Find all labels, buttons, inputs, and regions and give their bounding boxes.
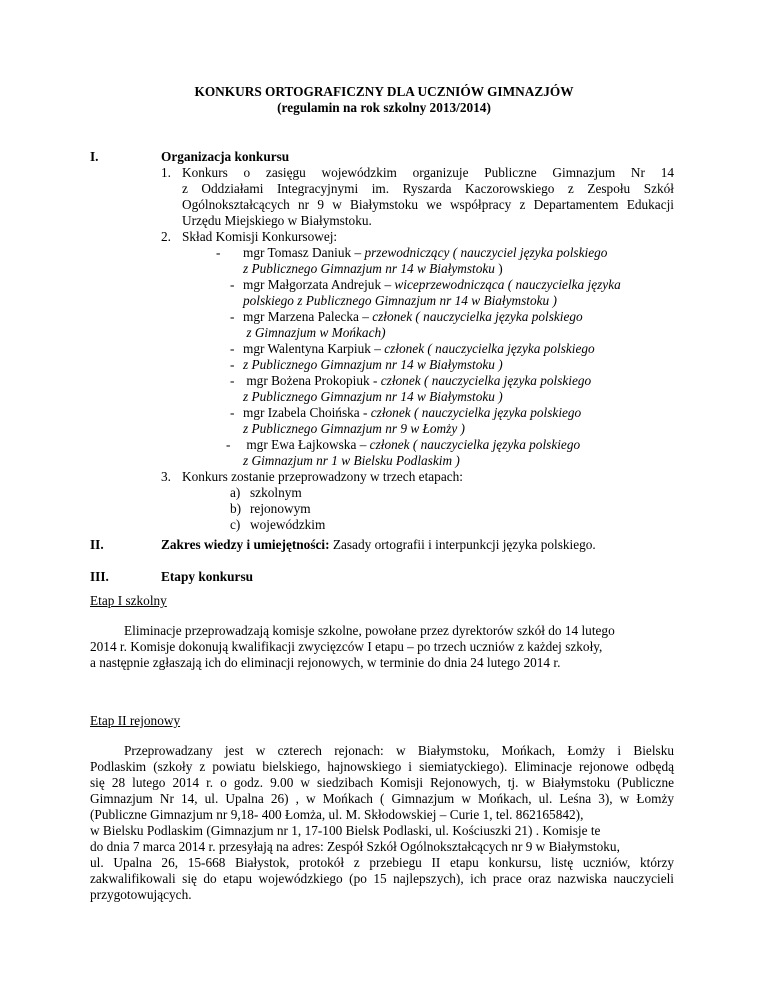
member-role: - członek ( nauczycielka języka polskiego: [369, 373, 592, 388]
section-2-heading: Zakres wiedzy i umiejętności:: [161, 537, 330, 552]
etap-2-line-1: Przeprowadzany jest w czterech rejonach: w Białymstoku, Mońkach, Łomży i Bielsku: [124, 743, 674, 758]
member-7-line-2: z Publicznego Gimnazjum nr 9 w Łomży ): [243, 421, 465, 436]
etap-2-line-8: ul. Upalna 26, 15-668 Białystok, protokół z przebiegu II etapu konkursu, listę uczniów, którzy: [90, 855, 674, 870]
member-role: – członek ( nauczycielka języka polskiego: [359, 437, 581, 452]
member-role: – członek ( nauczycielka języka polskiego: [362, 309, 583, 324]
member-name: mgr Walentyna Karpiuk: [243, 341, 371, 356]
item-1-line-2: z Oddziałami Integracyjnymi im. Ryszarda Kaczorowskiego z Zespołu Szkół: [182, 181, 674, 196]
member-dash: -: [216, 245, 221, 260]
member-8: [243, 437, 580, 454]
etap-2-title: Etap II rejonowy: [90, 713, 181, 728]
section-2-number: II.: [90, 537, 104, 552]
item-2-number: 2.: [161, 229, 171, 244]
item-1-line-4: Urzędu Miejskiego w Białymstoku.: [182, 213, 372, 228]
member-dash: -: [230, 309, 235, 324]
member-6-line-2: z Publicznego Gimnazjum nr 14 w Białymstoku ): [243, 389, 503, 404]
member-dash: -: [230, 357, 235, 372]
member-dash: -: [226, 437, 231, 452]
section-3-heading: Etapy konkursu: [161, 569, 254, 584]
stage-letter: b): [230, 501, 242, 516]
etap-1-title: Etap I szkolny: [90, 593, 167, 608]
item-1-line-1: Konkurs o zasięgu wojewódzkim organizuje Publiczne Gimnazjum Nr 14: [182, 165, 674, 180]
member-role: – wiceprzewodnicząca ( nauczycielka języka: [384, 277, 621, 292]
member-name: mgr Izabela Choińska: [243, 405, 360, 420]
member-dash: -: [230, 373, 235, 388]
section-2-text: Zasady ortografii i interpunkcji języka polskiego.: [329, 537, 596, 552]
member-1-line-2: [243, 261, 503, 278]
member-8-line-2: z Gimnazjum nr 1 w Bielsku Podlaskim ): [243, 453, 460, 468]
item-3-text: Konkurs zostanie przeprowadzony w trzech etapach:: [182, 469, 463, 484]
member-dash: -: [230, 277, 235, 292]
etap-2-line-9: zakwalifikowali się do etapu wojewódzkiego (po 15 najlepszych), ich prace oraz nazwiska nauczycieli: [90, 871, 674, 886]
section-1-heading: Organizacja konkursu: [161, 149, 290, 164]
etap-2-line-4: Gimnazjum Nr 14, ul. Upalna 26) , w Mońkach ( Gimnazjum w Mońkach, ul. Leśna 3), w Łomży: [90, 791, 674, 806]
etap-2-line-5: (Publiczne Gimnazjum nr 9,18- 400 Łomża, ul. M. Skłodowskiej – Curie 1, tel. 862165842),: [90, 807, 584, 822]
page-title: KONKURS ORTOGRAFICZNY DLA UCZNIÓW GIMNAZJÓW: [194, 84, 574, 99]
etap-2-line-6: w Bielsku Podlaskim (Gimnazjum nr 1, 17-100 Bielsk Podlaski, ul. Kościuszki 21) . Komisje te: [90, 823, 601, 838]
member-1: [243, 245, 607, 262]
member-name: mgr Małgorzata Andrejuk: [243, 277, 382, 292]
member-role-cont: z Publicznego Gimnazjum nr 14 w Białymstoku: [243, 261, 495, 276]
member-name: mgr Bożena Prokopiuk: [243, 373, 370, 388]
member-4: [243, 341, 595, 358]
member-role-tail: ): [494, 261, 503, 276]
etap-1-line-3: a następnie zgłaszają ich do eliminacji rejonowych, w terminie do dnia 24 lutego 2014 r.: [90, 655, 561, 670]
stage-letter: a): [230, 485, 241, 500]
section-1-number: I.: [90, 149, 99, 164]
etap-2-line-3: się 28 lutego 2014 r. o godz. 9.00 w siedzibach Komisji Rejonowych, tj. w Białymstoku (Publiczne: [90, 775, 674, 790]
section-3-number: III.: [90, 569, 109, 584]
item-3-number: 3.: [161, 469, 171, 484]
member-2-line-2: polskiego z Publicznego Gimnazjum nr 14 w Białymstoku ): [243, 293, 557, 308]
member-name: mgr Marzena Palecka: [243, 309, 359, 324]
member-2: [243, 277, 621, 294]
item-2-text: Skład Komisji Konkursowej:: [182, 229, 338, 244]
stage-label: wojewódzkim: [250, 517, 326, 532]
stage-label: rejonowym: [250, 501, 311, 516]
member-7: [243, 405, 581, 422]
member-5: z Publicznego Gimnazjum nr 14 w Białymstoku ): [243, 357, 503, 372]
page-subtitle: (regulamin na rok szkolny 2013/2014): [277, 100, 491, 115]
member-dash: -: [230, 341, 235, 356]
stage-letter: c): [230, 517, 241, 532]
member-role: – przewodniczący ( nauczyciel języka polskiego: [354, 245, 608, 260]
member-3-line-2: z Gimnazjum w Mońkach): [243, 325, 386, 340]
member-3: [243, 309, 583, 326]
etap-2-line-2: Podlaskim (szkoły z powiatu bielskiego, hajnowskiego i siemiatyckiego). Eliminacje rejonowe odbędą: [90, 759, 674, 774]
etap-2-line-10: przygotowujących.: [90, 887, 192, 902]
section-2-line: [161, 537, 596, 554]
stage-label: szkolnym: [250, 485, 302, 500]
member-6: [243, 373, 591, 390]
member-name: mgr Tomasz Daniuk: [243, 245, 352, 260]
member-dash: -: [230, 405, 235, 420]
member-name: mgr Ewa Łajkowska: [243, 437, 357, 452]
item-1-line-3: Ogólnokształcących nr 9 w Białymstoku we współpracy z Departamentem Edukacji: [182, 197, 674, 212]
member-role: – członek ( nauczycielka języka polskiego: [374, 341, 595, 356]
member-role: - członek ( nauczycielka języka polskiego: [359, 405, 582, 420]
etap-2-line-7: do dnia 7 marca 2014 r. przesyłają na adres: Zespół Szkół Ogólnokształcących nr 9 w Białymstoku,: [90, 839, 620, 854]
etap-1-line-1: Eliminacje przeprowadzają komisje szkolne, powołane przez dyrektorów szkół do 14 lutego: [124, 623, 615, 638]
item-1-number: 1.: [161, 165, 171, 180]
etap-1-line-2: 2014 r. Komisje dokonują kwalifikacji zwycięzców I etapu – po trzech uczniów z każdej szkoły,: [90, 639, 603, 654]
